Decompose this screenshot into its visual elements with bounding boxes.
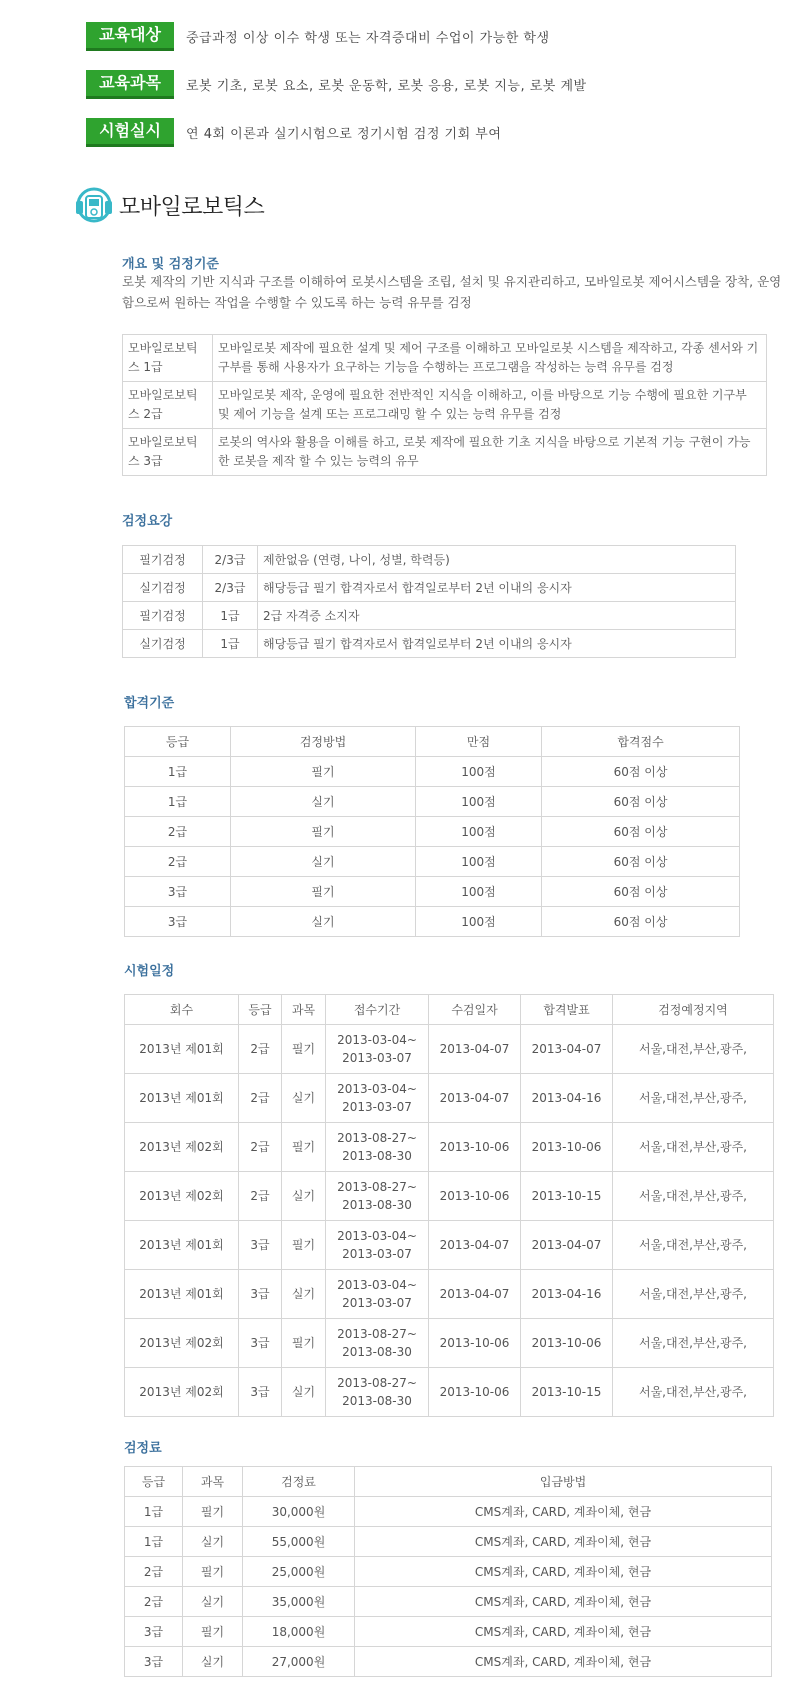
table-cell: 1급	[125, 1497, 183, 1527]
table-cell: 2/3급	[203, 546, 258, 574]
table-cell: 3급	[239, 1368, 282, 1417]
table-cell: 1급	[203, 630, 258, 658]
table-cell: 필기	[183, 1497, 243, 1527]
table-cell: 2013-04-07	[429, 1025, 521, 1074]
table-cell: CMS계좌, CARD, 계좌이체, 현금	[355, 1647, 772, 1677]
badge-target: 교육대상	[86, 22, 174, 51]
table-header: 등급	[125, 727, 231, 757]
table-row	[125, 1319, 774, 1368]
table-cell: 100점	[416, 787, 542, 817]
table-cell: 1급	[125, 1527, 183, 1557]
table-cell: 실기	[282, 1368, 326, 1417]
table-row	[125, 1617, 772, 1647]
table-cell: 서울,대전,부산,광주,	[613, 1172, 774, 1221]
table-row	[123, 429, 767, 476]
table-header: 과목	[282, 995, 326, 1025]
table-cell	[326, 1074, 429, 1123]
levels-table	[122, 334, 767, 476]
section-title	[75, 186, 264, 224]
table-cell: 실기	[183, 1527, 243, 1557]
table-cell: 3급	[239, 1270, 282, 1319]
table-header-row	[125, 727, 740, 757]
table-cell: 2013-10-06	[521, 1319, 613, 1368]
table-cell: 실기	[282, 1074, 326, 1123]
table-header-row	[125, 1467, 772, 1497]
table-row	[123, 630, 736, 658]
table-cell: 100점	[416, 757, 542, 787]
period-end: 2013-03-07	[342, 1051, 412, 1065]
table-cell: 2013-04-07	[429, 1270, 521, 1319]
badge-exam: 시험실시	[86, 118, 174, 147]
table-cell: 2013년 제01회	[125, 1270, 239, 1319]
pass-criteria-table	[124, 726, 740, 937]
level-desc: 로봇의 역사와 활용을 이해를 하고, 로봇 제작에 필요한 기초 지식을 바탕으로 기본적 기능 구현이 가능한 로봇을 제작 할 수 있는 능력의 유무	[213, 429, 767, 476]
table-cell: 실기	[231, 907, 416, 937]
fees-table	[124, 1466, 772, 1677]
table-cell: 100점	[416, 847, 542, 877]
table-cell: 필기	[183, 1557, 243, 1587]
table-cell	[326, 1221, 429, 1270]
period-end: 2013-03-07	[342, 1247, 412, 1261]
table-row	[125, 1123, 774, 1172]
table-cell: 2013년 제02회	[125, 1123, 239, 1172]
table-cell: 60점 이상	[542, 757, 740, 787]
table-cell: 2급	[125, 817, 231, 847]
table-header: 등급	[239, 995, 282, 1025]
table-row	[125, 877, 740, 907]
period-start: 2013-03-04~	[337, 1278, 417, 1292]
table-cell: 서울,대전,부산,광주,	[613, 1074, 774, 1123]
table-cell: 27,000원	[243, 1647, 355, 1677]
table-cell: 2급 자격증 소지자	[258, 602, 736, 630]
table-header: 과목	[183, 1467, 243, 1497]
table-row	[125, 787, 740, 817]
table-cell: 서울,대전,부산,광주,	[613, 1221, 774, 1270]
table-cell: 100점	[416, 817, 542, 847]
table-cell: 필기	[282, 1319, 326, 1368]
table-row	[123, 602, 736, 630]
period-start: 2013-03-04~	[337, 1082, 417, 1096]
period-start: 2013-08-27~	[337, 1180, 417, 1194]
table-cell: 2급	[125, 1587, 183, 1617]
table-cell: 2013-04-07	[521, 1221, 613, 1270]
period-end: 2013-03-07	[342, 1100, 412, 1114]
table-cell: 필기검정	[123, 546, 203, 574]
table-row	[125, 907, 740, 937]
table-cell: 60점 이상	[542, 817, 740, 847]
table-cell	[326, 1270, 429, 1319]
table-header: 검정예정지역	[613, 995, 774, 1025]
table-cell: 2013-10-06	[429, 1368, 521, 1417]
table-row	[123, 382, 767, 429]
level-desc: 모바일로봇 제작, 운영에 필요한 전반적인 지식을 이해하고, 이를 바탕으로 기능 수행에 필요한 기구부 및 제어 기능을 설계 또는 프로그래밍 할 수 있는 능력 유무를 검정	[213, 382, 767, 429]
table-cell: 2013-10-15	[521, 1172, 613, 1221]
table-row	[125, 757, 740, 787]
table-cell	[326, 1368, 429, 1417]
requirements-heading: 검정요강	[122, 514, 173, 529]
table-cell: CMS계좌, CARD, 계좌이체, 현금	[355, 1617, 772, 1647]
table-header-row	[125, 995, 774, 1025]
table-cell: 2급	[239, 1172, 282, 1221]
table-cell: 60점 이상	[542, 907, 740, 937]
period-start: 2013-03-04~	[337, 1229, 417, 1243]
table-row	[123, 574, 736, 602]
table-cell: CMS계좌, CARD, 계좌이체, 현금	[355, 1497, 772, 1527]
table-row	[125, 1074, 774, 1123]
table-cell: 30,000원	[243, 1497, 355, 1527]
table-cell: 100점	[416, 877, 542, 907]
table-cell: 3급	[125, 907, 231, 937]
table-cell: 25,000원	[243, 1557, 355, 1587]
table-header: 회수	[125, 995, 239, 1025]
table-cell: 필기	[282, 1123, 326, 1172]
badge-subjects: 교육과목	[86, 70, 174, 99]
pass-heading: 합격기준	[124, 696, 175, 711]
table-cell: 필기	[231, 817, 416, 847]
table-cell: 서울,대전,부산,광주,	[613, 1368, 774, 1417]
table-cell: 2013-10-06	[429, 1123, 521, 1172]
table-cell: 3급	[125, 1647, 183, 1677]
table-cell: 2013-04-07	[429, 1074, 521, 1123]
period-start: 2013-08-27~	[337, 1327, 417, 1341]
table-header: 입금방법	[355, 1467, 772, 1497]
table-row	[123, 335, 767, 382]
table-cell: 실기검정	[123, 630, 203, 658]
table-cell: CMS계좌, CARD, 계좌이체, 현금	[355, 1587, 772, 1617]
table-cell: 필기	[231, 877, 416, 907]
table-header: 만점	[416, 727, 542, 757]
table-cell: 1급	[125, 787, 231, 817]
table-row	[125, 1497, 772, 1527]
table-row	[125, 1270, 774, 1319]
table-row	[125, 847, 740, 877]
table-header: 합격점수	[542, 727, 740, 757]
level-desc: 모바일로봇 제작에 필요한 설계 및 제어 구조를 이해하고 모바일로봇 시스템을 제작하고, 각종 센서와 기구부를 통해 사용자가 요구하는 기능을 수행하는 프로그램을 작성하는 능력 유무를 검정	[213, 335, 767, 382]
table-cell: 서울,대전,부산,광주,	[613, 1270, 774, 1319]
table-cell: 2급	[125, 1557, 183, 1587]
info-row-subjects	[86, 70, 587, 99]
table-cell: 제한없음 (연령, 나이, 성별, 학력등)	[258, 546, 736, 574]
table-cell: 2013-10-06	[521, 1123, 613, 1172]
table-row	[125, 1368, 774, 1417]
info-row-target	[86, 22, 550, 51]
overview-heading: 개요 및 검정기준	[122, 257, 219, 272]
robot-headset-icon	[75, 186, 113, 224]
table-cell: 실기검정	[123, 574, 203, 602]
table-cell: 1급	[203, 602, 258, 630]
requirements-table	[122, 545, 736, 658]
table-cell: 실기	[282, 1172, 326, 1221]
table-cell: 필기	[231, 757, 416, 787]
table-cell: 필기	[282, 1221, 326, 1270]
table-cell: 2013-10-06	[429, 1319, 521, 1368]
info-text-exam: 연 4회 이론과 실기시험으로 정기시험 검정 기회 부여	[186, 127, 502, 142]
table-row	[125, 1647, 772, 1677]
table-cell: 2013년 제01회	[125, 1221, 239, 1270]
table-cell: 2급	[125, 847, 231, 877]
table-cell: 3급	[125, 877, 231, 907]
period-end: 2013-03-07	[342, 1296, 412, 1310]
table-cell: 필기	[183, 1617, 243, 1647]
table-cell: 서울,대전,부산,광주,	[613, 1123, 774, 1172]
table-cell: 2013-04-16	[521, 1270, 613, 1319]
table-cell: 해당등급 필기 합격자로서 합격일로부터 2년 이내의 응시자	[258, 630, 736, 658]
table-header: 접수기간	[326, 995, 429, 1025]
fees-heading: 검정료	[124, 1441, 162, 1456]
table-header: 합격발표	[521, 995, 613, 1025]
table-cell: CMS계좌, CARD, 계좌이체, 현금	[355, 1557, 772, 1587]
period-start: 2013-03-04~	[337, 1033, 417, 1047]
table-cell: 3급	[125, 1617, 183, 1647]
table-cell: 60점 이상	[542, 787, 740, 817]
period-end: 2013-08-30	[342, 1345, 412, 1359]
table-cell	[326, 1123, 429, 1172]
period-start: 2013-08-27~	[337, 1131, 417, 1145]
table-cell: 55,000원	[243, 1527, 355, 1557]
table-cell: 2급	[239, 1025, 282, 1074]
table-cell: 35,000원	[243, 1587, 355, 1617]
table-cell: 2013-10-15	[521, 1368, 613, 1417]
level-name: 모바일로보틱스 1급	[123, 335, 213, 382]
table-cell: 2013-04-16	[521, 1074, 613, 1123]
table-cell: 2013년 제02회	[125, 1172, 239, 1221]
table-row	[125, 1025, 774, 1074]
table-cell: 2급	[239, 1123, 282, 1172]
section-title-label: 모바일로보틱스	[119, 194, 265, 220]
table-row	[125, 1221, 774, 1270]
table-header: 검정방법	[231, 727, 416, 757]
table-row	[125, 1557, 772, 1587]
table-cell: 필기	[282, 1025, 326, 1074]
table-header: 등급	[125, 1467, 183, 1497]
period-end: 2013-08-30	[342, 1394, 412, 1408]
period-end: 2013-08-30	[342, 1198, 412, 1212]
table-row	[125, 1527, 772, 1557]
table-cell: 2/3급	[203, 574, 258, 602]
table-row	[125, 1172, 774, 1221]
table-cell: 2013년 제01회	[125, 1074, 239, 1123]
table-cell: 2013년 제01회	[125, 1025, 239, 1074]
table-cell: 60점 이상	[542, 877, 740, 907]
table-cell: 실기	[183, 1587, 243, 1617]
period-start: 2013-08-27~	[337, 1376, 417, 1390]
table-cell: 서울,대전,부산,광주,	[613, 1319, 774, 1368]
table-cell: 실기	[183, 1647, 243, 1677]
level-name: 모바일로보틱스 2급	[123, 382, 213, 429]
level-name: 모바일로보틱스 3급	[123, 429, 213, 476]
table-cell: 2013-04-07	[521, 1025, 613, 1074]
table-row	[123, 546, 736, 574]
table-cell: 2013-10-06	[429, 1172, 521, 1221]
table-cell	[326, 1319, 429, 1368]
table-header: 수검일자	[429, 995, 521, 1025]
table-cell: 해당등급 필기 합격자로서 합격일로부터 2년 이내의 응시자	[258, 574, 736, 602]
table-cell: CMS계좌, CARD, 계좌이체, 현금	[355, 1527, 772, 1557]
schedule-table	[124, 994, 774, 1417]
info-text-subjects: 로봇 기초, 로봇 요소, 로봇 운동학, 로봇 응용, 로봇 지능, 로봇 계발	[186, 79, 587, 94]
table-cell: 실기	[231, 787, 416, 817]
table-cell: 3급	[239, 1221, 282, 1270]
table-cell: 2013년 제02회	[125, 1319, 239, 1368]
table-cell	[326, 1025, 429, 1074]
table-cell: 100점	[416, 907, 542, 937]
table-cell: 2013년 제02회	[125, 1368, 239, 1417]
table-row	[125, 1587, 772, 1617]
table-cell: 실기	[231, 847, 416, 877]
table-cell: 1급	[125, 757, 231, 787]
table-header: 검정료	[243, 1467, 355, 1497]
table-cell: 필기검정	[123, 602, 203, 630]
table-cell: 실기	[282, 1270, 326, 1319]
table-row	[125, 817, 740, 847]
table-cell: 3급	[239, 1319, 282, 1368]
table-cell: 18,000원	[243, 1617, 355, 1647]
schedule-heading: 시험일정	[124, 964, 175, 979]
info-row-exam	[86, 118, 501, 147]
info-text-target: 중급과정 이상 이수 학생 또는 자격증대비 수업이 가능한 학생	[186, 31, 550, 46]
table-cell: 2013-04-07	[429, 1221, 521, 1270]
period-end: 2013-08-30	[342, 1149, 412, 1163]
overview-text: 로봇 제작의 기반 지식과 구조를 이해하여 로봇시스템을 조립, 설치 및 유지관리하고, 모바일로봇 제어시스템을 장착, 운영함으로써 원하는 작업을 수행할 수 있도록 하는 능력 유무를 검정	[122, 274, 782, 310]
table-cell: 60점 이상	[542, 847, 740, 877]
table-cell: 2급	[239, 1074, 282, 1123]
table-cell	[326, 1172, 429, 1221]
table-cell: 서울,대전,부산,광주,	[613, 1025, 774, 1074]
